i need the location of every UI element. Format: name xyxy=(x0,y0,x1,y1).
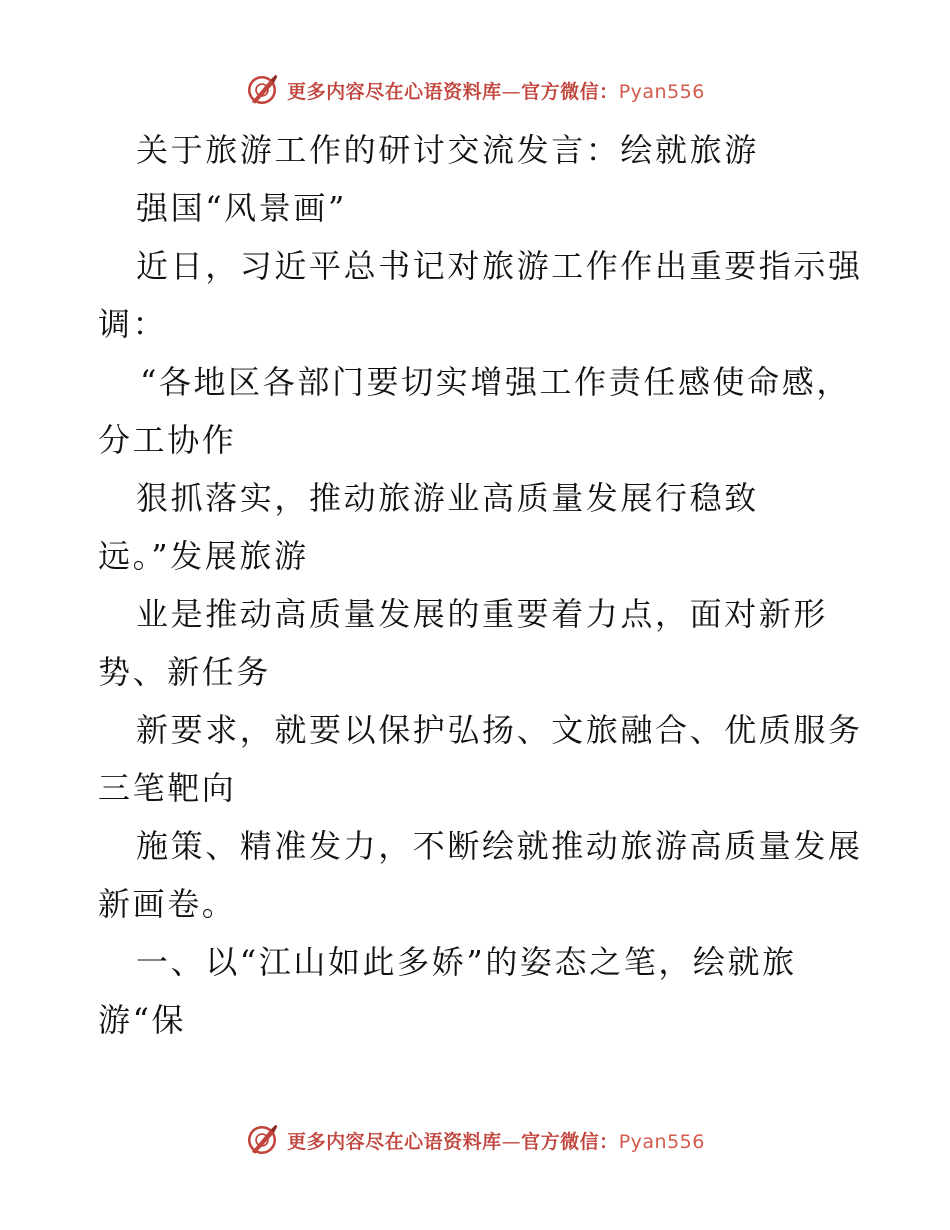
body-line: “各地区各部门要切实增强工作责任感使命感， xyxy=(140,363,851,401)
body-line: 三笔靶向 xyxy=(98,769,237,807)
body-line: 调： xyxy=(98,305,168,343)
body-line: 远。”发展旅游 xyxy=(98,537,309,575)
watermark-text: 更多内容尽在心语资料库—官方微信：Pyan556 xyxy=(287,80,705,103)
section-heading-line: 游“保 xyxy=(98,1001,187,1039)
body-line: 狠抓落实，推动旅游业高质量发展行稳致 xyxy=(136,479,759,517)
body-line: 业是推动高质量发展的重要着力点，面对新形 xyxy=(136,595,829,633)
body-line: 近日，习近平总书记对旅游工作作出重要指示强 xyxy=(136,247,863,285)
body-line: 分工协作 xyxy=(98,421,237,459)
section-heading-line: 一、以“江山如此多娇”的姿态之笔，绘就旅 xyxy=(136,943,797,981)
title-line-2: 强国“风景画” xyxy=(136,189,347,227)
title-line-1: 关于旅游工作的研讨交流发言：绘就旅游 xyxy=(136,131,759,169)
body-line: 施策、精准发力，不断绘就推动旅游高质量发展 xyxy=(136,827,863,865)
body-line: 势、新任务 xyxy=(98,653,272,691)
body-line: 新要求，就要以保护弘扬、文旅融合、优质服务 xyxy=(136,711,863,749)
pen-logo-icon xyxy=(245,1123,279,1157)
body-line: 新画卷。 xyxy=(98,885,237,923)
watermark-text: 更多内容尽在心语资料库—官方微信：Pyan556 xyxy=(287,1130,705,1153)
footer-watermark xyxy=(0,1120,950,1160)
